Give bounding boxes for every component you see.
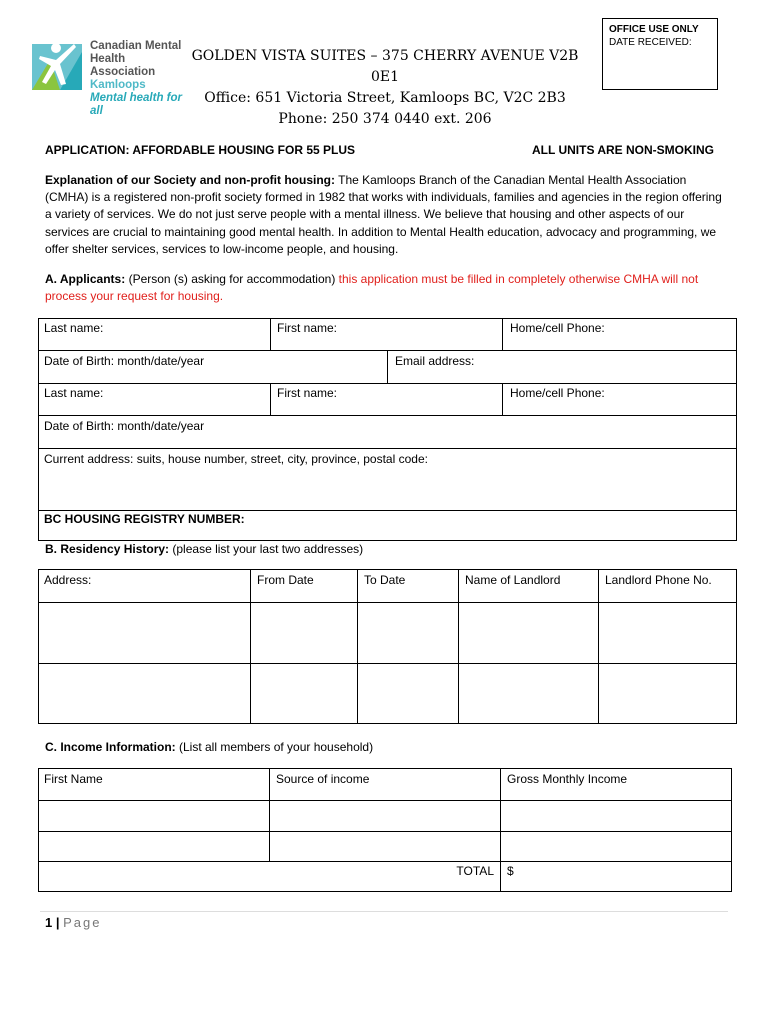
applicants-note: (Person (s) asking for accommodation): [125, 272, 339, 286]
applicant1-phone-field[interactable]: Home/cell Phone:: [510, 321, 605, 335]
explanation-paragraph: [45, 172, 725, 258]
logo-line3: Kamloops: [90, 79, 146, 91]
cmha-logo: [30, 38, 190, 117]
residency-table: [38, 569, 737, 724]
explanation-heading: Explanation of our Society and non-profit housing:: [45, 173, 335, 187]
residency-col-landlord-phone: Landlord Phone No.: [605, 573, 712, 587]
header-line3: Phone: 250 374 0440 ext. 206: [278, 111, 492, 127]
date-received-label: DATE RECEIVED:: [609, 37, 692, 48]
residency-heading: B. Residency History:: [45, 542, 170, 556]
applicants-grid: [38, 318, 737, 541]
page-number: 1: [45, 915, 53, 930]
income-row-1[interactable]: [39, 801, 731, 830]
applicant2-last-name-field[interactable]: Last name:: [44, 386, 104, 400]
footer-divider: [40, 911, 728, 912]
income-total-field[interactable]: $: [507, 864, 514, 878]
document-header: [190, 46, 580, 130]
income-total-label: TOTAL: [456, 864, 494, 878]
page-word: Page: [63, 915, 102, 930]
non-smoking-notice: ALL UNITS ARE NON-SMOKING: [532, 143, 714, 157]
income-heading-line: [45, 740, 373, 754]
applicants-intro: [45, 271, 725, 305]
cmha-figure-icon: [30, 38, 86, 94]
applicant1-dob-field[interactable]: Date of Birth: month/date/year: [44, 354, 205, 368]
page-footer: [45, 915, 101, 930]
bc-housing-registry-field[interactable]: BC HOUSING REGISTRY NUMBER:: [44, 512, 245, 526]
header-line1: GOLDEN VISTA SUITES – 375 CHERRY AVENUE V2B 0E1: [191, 48, 579, 85]
header-line2: Office: 651 Victoria Street, Kamloops BC, V2C 2B3: [204, 90, 566, 106]
applicant2-first-name-field[interactable]: First name:: [277, 386, 338, 400]
residency-col-landlord: Name of Landlord: [465, 573, 561, 587]
residency-row-2[interactable]: [39, 664, 736, 723]
residency-col-address: Address:: [44, 573, 92, 587]
logo-tagline: Mental health for all: [90, 92, 183, 117]
explanation-body: The Kamloops Branch of the Canadian Mental Health Association (CMHA) is a registered non-profit society formed in 1982 that works with individuals, families and agencies in the region offering a variety of services. We do not just serve people with a mental illness. We believe that housing and other aspects of our services are crucial to maintaining good mental health. In addition to Mental Health education, advocacy and programming, we offer shelter services, services to low-income people, and housing.: [45, 173, 722, 256]
applicant1-email-field[interactable]: Email address:: [395, 354, 475, 368]
residency-col-from: From Date: [257, 573, 314, 587]
income-col-source: Source of income: [276, 772, 370, 786]
logo-line1: Canadian Mental: [90, 40, 182, 52]
applicant1-last-name-field[interactable]: Last name:: [44, 321, 104, 335]
income-col-gross: Gross Monthly Income: [507, 772, 628, 786]
applicants-warning: this application must be filled in completely otherwise CMHA will not process your request for housing.: [45, 272, 699, 304]
applicant1-first-name-field[interactable]: First name:: [277, 321, 338, 335]
applicants-heading: A. Applicants:: [45, 272, 126, 286]
logo-line2: Health Association: [90, 53, 156, 78]
income-heading: C. Income Information:: [45, 740, 176, 754]
residency-col-to: To Date: [364, 573, 406, 587]
residency-heading-line: [45, 542, 363, 556]
income-row-2[interactable]: [39, 832, 731, 860]
office-use-box[interactable]: [602, 18, 718, 90]
current-address-field[interactable]: Current address: suits, house number, street, city, province, postal code:: [44, 452, 428, 466]
applicant2-dob-field[interactable]: Date of Birth: month/date/year: [44, 419, 205, 433]
income-note: (List all members of your household): [175, 740, 374, 754]
residency-row-1[interactable]: [39, 603, 736, 662]
applicant2-phone-field[interactable]: Home/cell Phone:: [510, 386, 605, 400]
office-use-title: OFFICE USE ONLY: [609, 24, 699, 35]
income-table: [38, 768, 732, 892]
income-col-first-name: First Name: [44, 772, 103, 786]
application-title: APPLICATION: AFFORDABLE HOUSING FOR 55 PLUS: [45, 143, 356, 157]
residency-note: (please list your last two addresses): [169, 542, 364, 556]
page-separator: |: [52, 915, 64, 930]
